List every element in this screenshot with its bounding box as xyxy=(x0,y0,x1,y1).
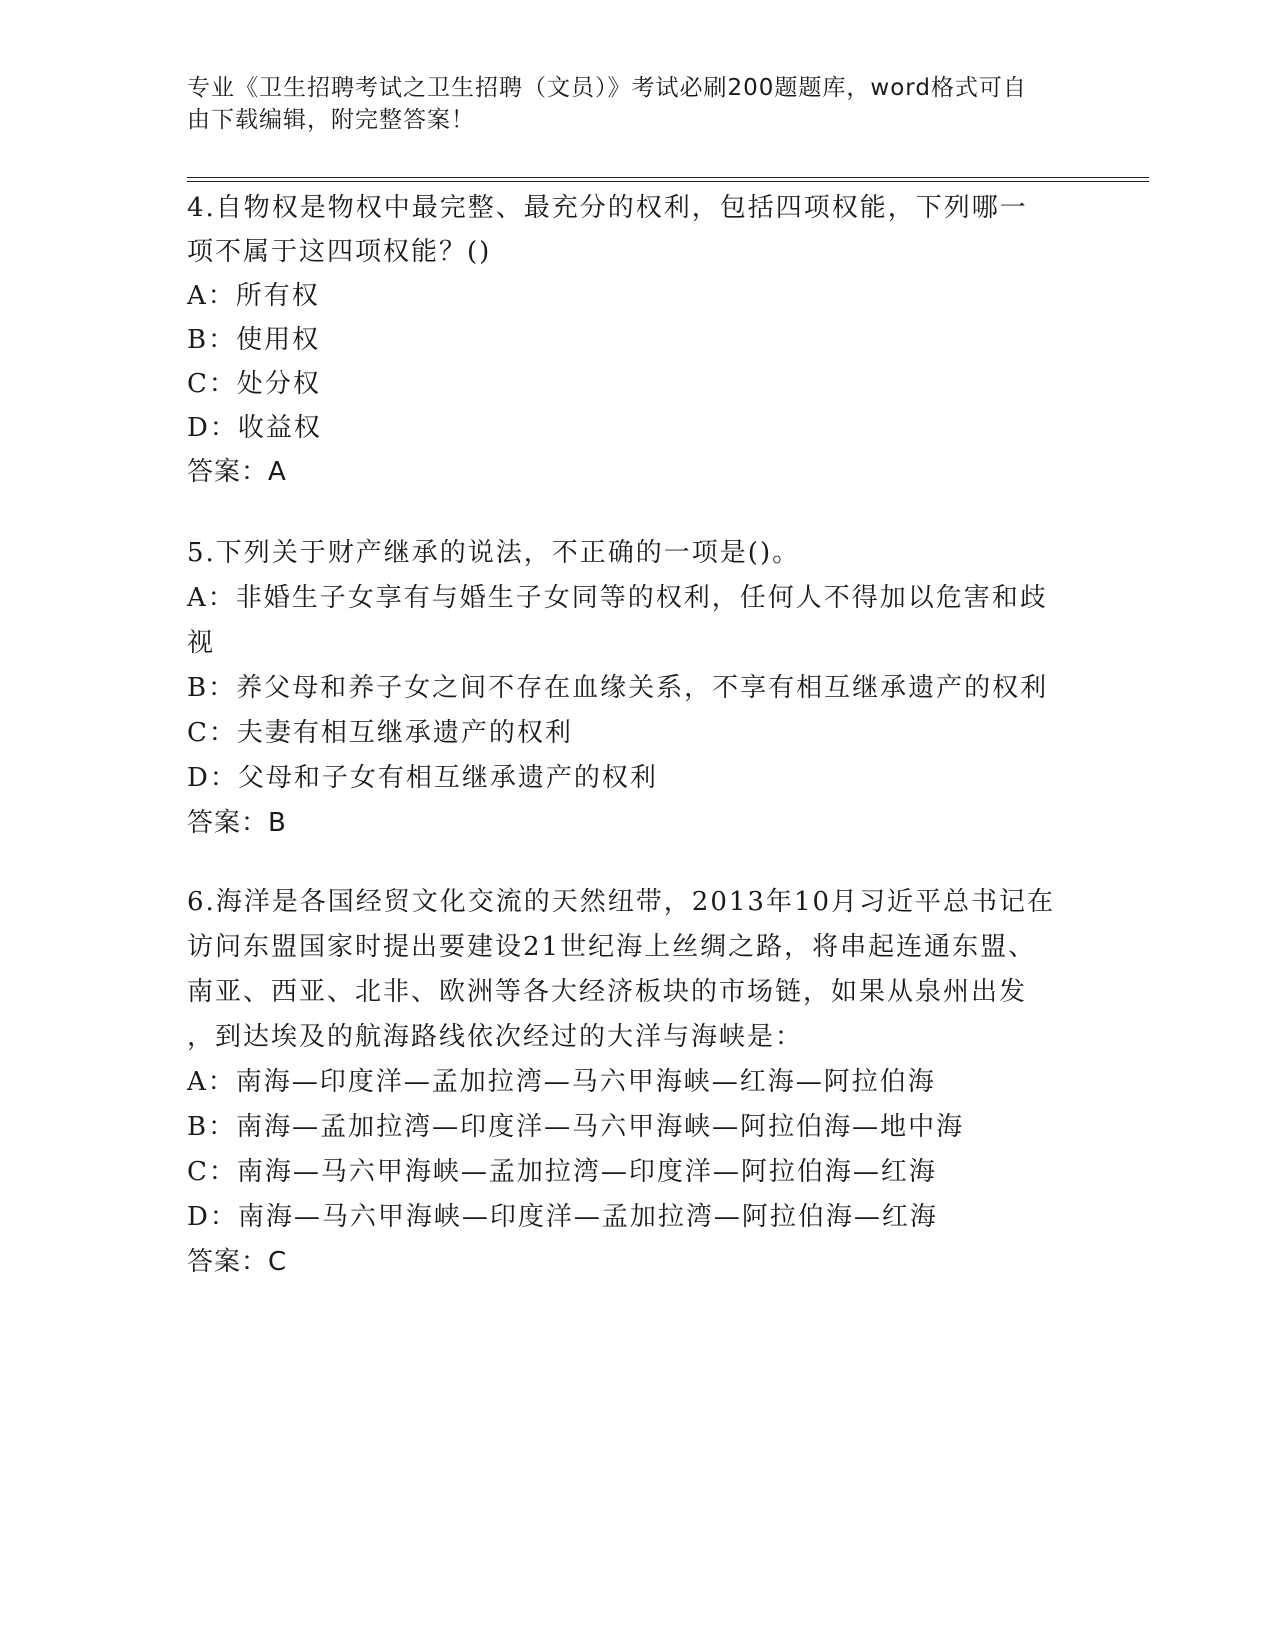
question-text-line: 5.下列关于财产继承的说法，不正确的一项是()。 xyxy=(187,538,801,568)
option-b: B：使用权 xyxy=(187,325,321,355)
header-line-1: 专业《卫生招聘考试之卫生招聘（文员）》考试必刷200题题库，word格式可自 xyxy=(187,75,1027,101)
question-text-line: 南亚、西亚、北非、欧洲等各大经济板块的市场链，如果从泉州出发 xyxy=(187,977,1028,1007)
question-text-line: 4.自物权是物权中最完整、最充分的权利，包括四项权能，下列哪一 xyxy=(187,193,1028,223)
answer-label: 答案：B xyxy=(187,808,287,838)
answer-label: 答案：C xyxy=(187,1247,288,1277)
option-c: C：处分权 xyxy=(187,369,321,399)
question-text-line: 6.海洋是各国经贸文化交流的天然纽带，2013年10月习近平总书记在 xyxy=(187,887,1056,917)
question-text-line: 访问东盟国家时提出要建设21世纪海上丝绸之路，将串起连通东盟、 xyxy=(187,932,1037,962)
option-d: D：南海—马六甲海峡—印度洋—孟加拉湾—阿拉伯海—红海 xyxy=(187,1202,938,1232)
question-6 xyxy=(187,887,1087,1277)
option-d: D：父母和子女有相互继承遗产的权利 xyxy=(187,763,658,793)
answer-label: 答案：A xyxy=(187,457,287,487)
option-d: D：收益权 xyxy=(187,413,322,443)
option-c: C：南海—马六甲海峡—孟加拉湾—印度洋—阿拉伯海—红海 xyxy=(187,1157,937,1187)
header-divider-top xyxy=(187,177,1149,178)
option-c: C：夫妻有相互继承遗产的权利 xyxy=(187,718,573,748)
option-b: B：养父母和养子女之间不存在血缘关系，不享有相互继承遗产的权利 xyxy=(187,673,1049,703)
option-a-continued: 视 xyxy=(187,628,216,658)
option-a: A：非婚生子女享有与婚生子女同等的权利，任何人不得加以危害和歧 xyxy=(187,583,1048,613)
option-a: A：南海—印度洋—孟加拉湾—马六甲海峡—红海—阿拉伯海 xyxy=(187,1067,936,1097)
question-4 xyxy=(187,193,1087,487)
question-5 xyxy=(187,538,1087,838)
option-a: A：所有权 xyxy=(187,281,320,311)
header-divider-bottom xyxy=(187,181,1149,182)
document-header xyxy=(187,72,1067,136)
question-text-line: 项不属于这四项权能？() xyxy=(187,237,492,267)
question-text-line: ，到达埃及的航海路线依次经过的大洋与海峡是： xyxy=(187,1022,804,1052)
option-b: B：南海—孟加拉湾—印度洋—马六甲海峡—阿拉伯海—地中海 xyxy=(187,1112,965,1142)
header-line-2: 由下载编辑，附完整答案！ xyxy=(187,107,475,133)
